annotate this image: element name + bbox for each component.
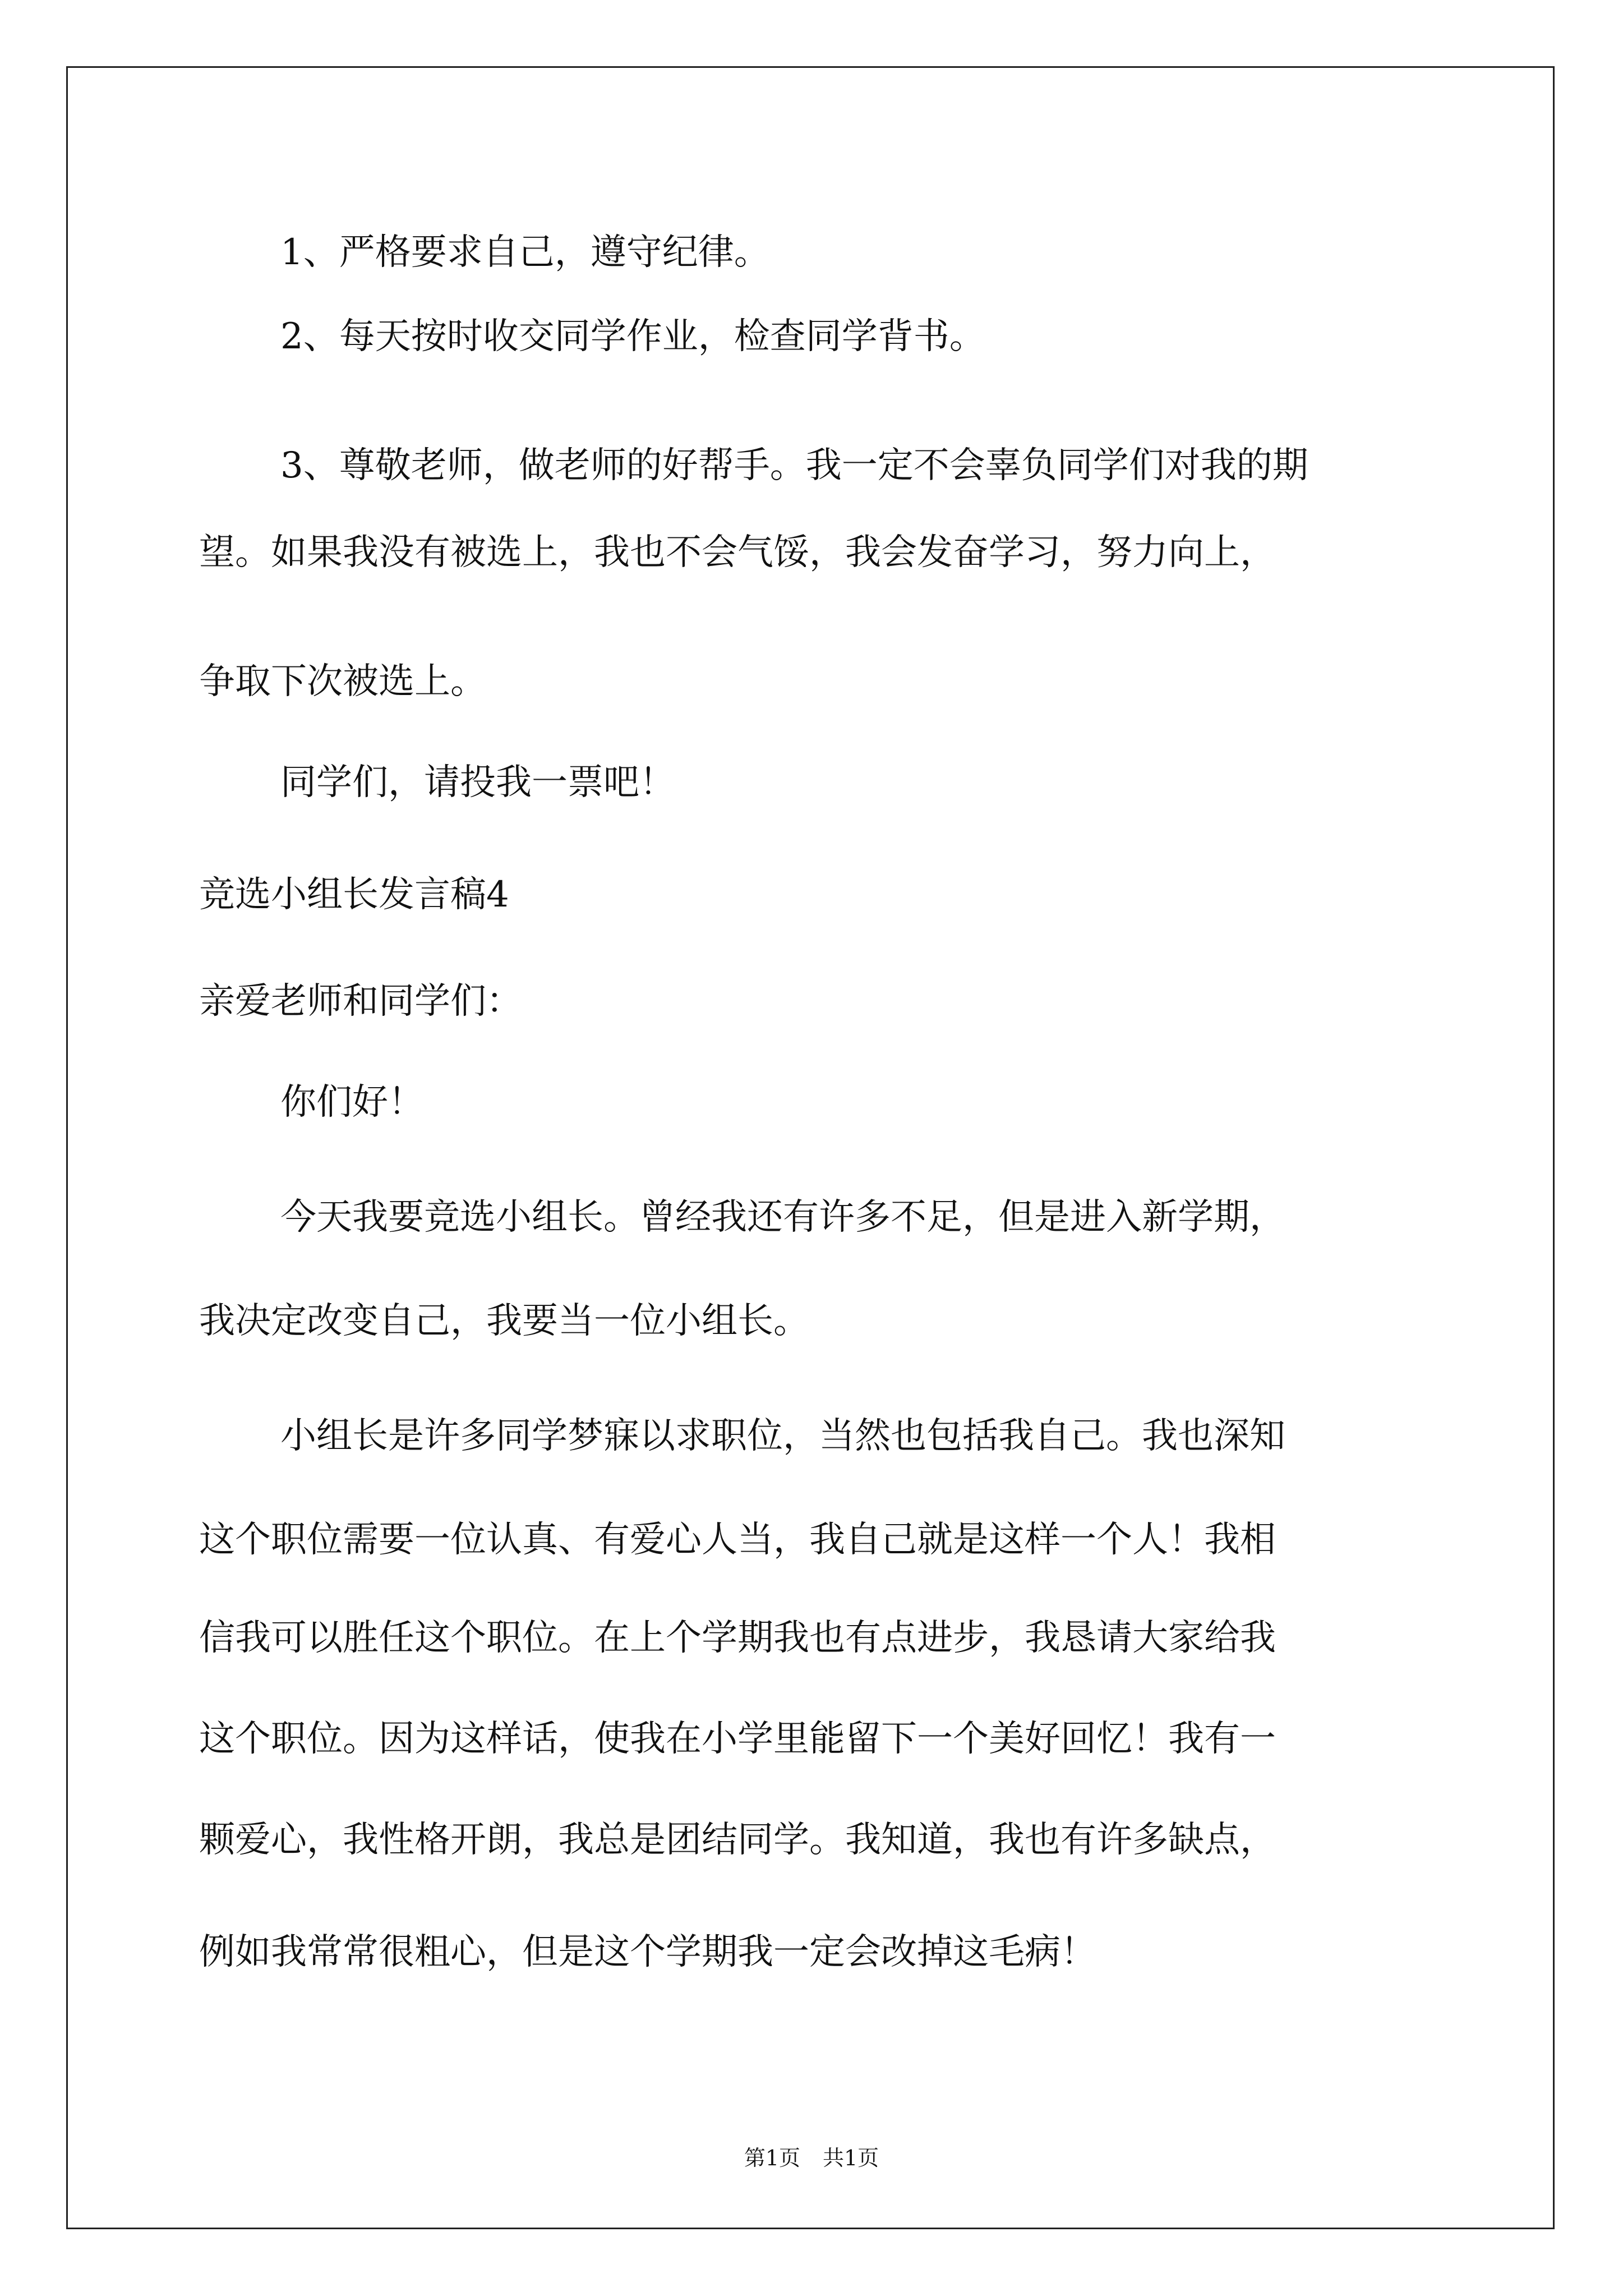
greeting: 你们好！ [280,1082,424,1123]
paragraph-line: 颗爱心，我性格开朗，我总是团结同学。我知道，我也有许多缺点， [199,1819,1276,1861]
paragraph-line: 望。如果我没有被选上，我也不会气馁，我会发奋学习，努力向上， [199,532,1276,573]
salutation: 亲爱老师和同学们： [199,981,522,1022]
page-total: 共1页 [823,2146,879,2170]
paragraph-line: 我决定改变自己，我要当一位小组长。 [199,1300,809,1342]
paragraph-line: 今天我要竞选小组长。曾经我还有许多不足，但是进入新学期， [280,1197,1285,1238]
paragraph-line: 小组长是许多同学梦寐以求职位，当然也包括我自己。我也深知 [280,1415,1285,1457]
paragraph-line: 同学们，请投我一票吧！ [280,762,675,803]
paragraph-line: 这个职位需要一位认真、有爱心人当，我自己就是这样一个人！我相 [199,1519,1276,1561]
paragraph-line: 这个职位。因为这样话，使我在小学里能留下一个美好回忆！我有一 [199,1718,1276,1760]
page-footer [0,2146,1623,2170]
page-number: 第1页 [744,2146,800,2170]
page-border [66,66,1555,2229]
paragraph-line: 争取下次被选上。 [199,661,486,702]
paragraph-line: 例如我常常很粗心，但是这个学期我一定会改掉这毛病！ [199,1931,1096,1973]
section-title: 竞选小组长发言稿4 [199,874,509,915]
list-item: 1、严格要求自己，遵守纪律。 [280,232,770,273]
list-item: 2、每天按时收交同学作业，检查同学背书。 [280,316,985,357]
paragraph-line: 3、尊敬老师，做老师的好帮手。我一定不会辜负同学们对我的期 [280,445,1308,486]
paragraph-line: 信我可以胜任这个职位。在上个学期我也有点进步，我恳请大家给我 [199,1617,1276,1659]
